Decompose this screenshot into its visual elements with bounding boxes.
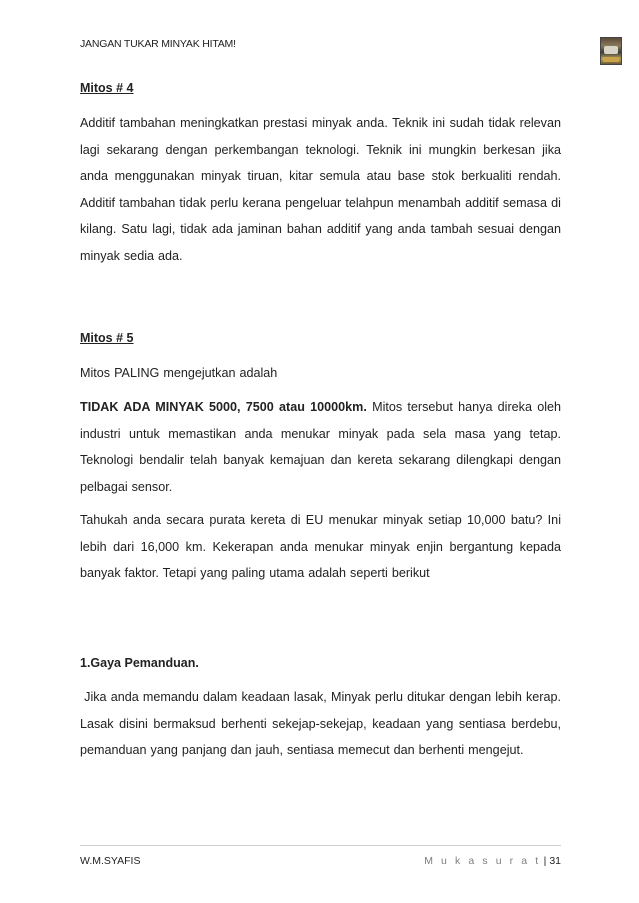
running-header-title: JANGAN TUKAR MINYAK HITAM! <box>80 38 236 50</box>
gaya-paragraph: Jika anda memandu dalam keadaan lasak, Minyak perlu ditukar dengan lebih kerap. Lasak disini bermaksud berhenti sekejap-sekejap, keadaan yang sentiasa berdebu, pemanduan yang panjang dan jauh, sentiasa memecut dan berhenti mengejut. <box>80 690 565 758</box>
footer-page-number: 31 <box>549 855 561 867</box>
mitos-5-intro-text: Mitos PALING mengejutkan adalah <box>80 366 278 380</box>
mitos-5-second-block <box>80 507 561 587</box>
footer-page-info <box>424 855 561 867</box>
footer-author: W.M.SYAFIS <box>80 855 141 867</box>
gaya-heading <box>80 655 199 671</box>
mitos-5-bold-claim: TIDAK ADA MINYAK 5000, 7500 atau 10000km. <box>80 400 367 414</box>
mitos-4-heading-text: Mitos # 4 <box>80 81 134 95</box>
gaya-heading-text: 1.Gaya Pemanduan. <box>80 656 199 670</box>
mitos-5-heading <box>80 330 134 346</box>
mitos-5-intro <box>80 360 561 387</box>
footer-divider <box>80 845 561 846</box>
gaya-section <box>80 684 565 764</box>
mitos-4-heading <box>80 80 134 96</box>
mitos-5-second-paragraph: Tahukah anda secara purata kereta di EU menukar minyak setiap 10,000 batu? Ini lebih dari 16,000 km. Kekerapan anda menukar minyak enjin bergantung kepada banyak faktor. Tetapi yang paling utama adalah seperti berikut <box>80 513 561 581</box>
mitos-5-claim-rest: Mitos tersebut hanya direka oleh industri untuk memastikan anda menukar minyak pada sela masa yang tetap. Teknologi bendalir telah banyak kemajuan dan kereta sekarang dilengkapi dengan pelbagai sensor. <box>80 400 562 494</box>
book-cover-icon <box>600 37 622 65</box>
footer-page-label: M u k a s u r a t <box>424 855 541 867</box>
footer-separator: | <box>540 855 550 867</box>
mitos-5-claim-paragraph <box>80 394 561 500</box>
mitos-5-claim-block <box>80 394 561 500</box>
mitos-4-section <box>80 110 561 270</box>
mitos-5-heading-text: Mitos # 5 <box>80 331 134 345</box>
mitos-4-paragraph: Additif tambahan meningkatkan prestasi minyak anda. Teknik ini sudah tidak relevan lagi sekarang dengan perkembangan teknologi. Teknik ini mungkin berkesan jika anda menggunakan minyak tiruan, kitar semula atau base stok berkualiti rendah. Additif tambahan tidak perlu kerana pengeluar telahpun menambah additif semasa di kilang. Satu lagi, tidak ada jaminan bahan additif yang anda tambah sesuai dengan minyak sedia ada. <box>80 116 561 263</box>
